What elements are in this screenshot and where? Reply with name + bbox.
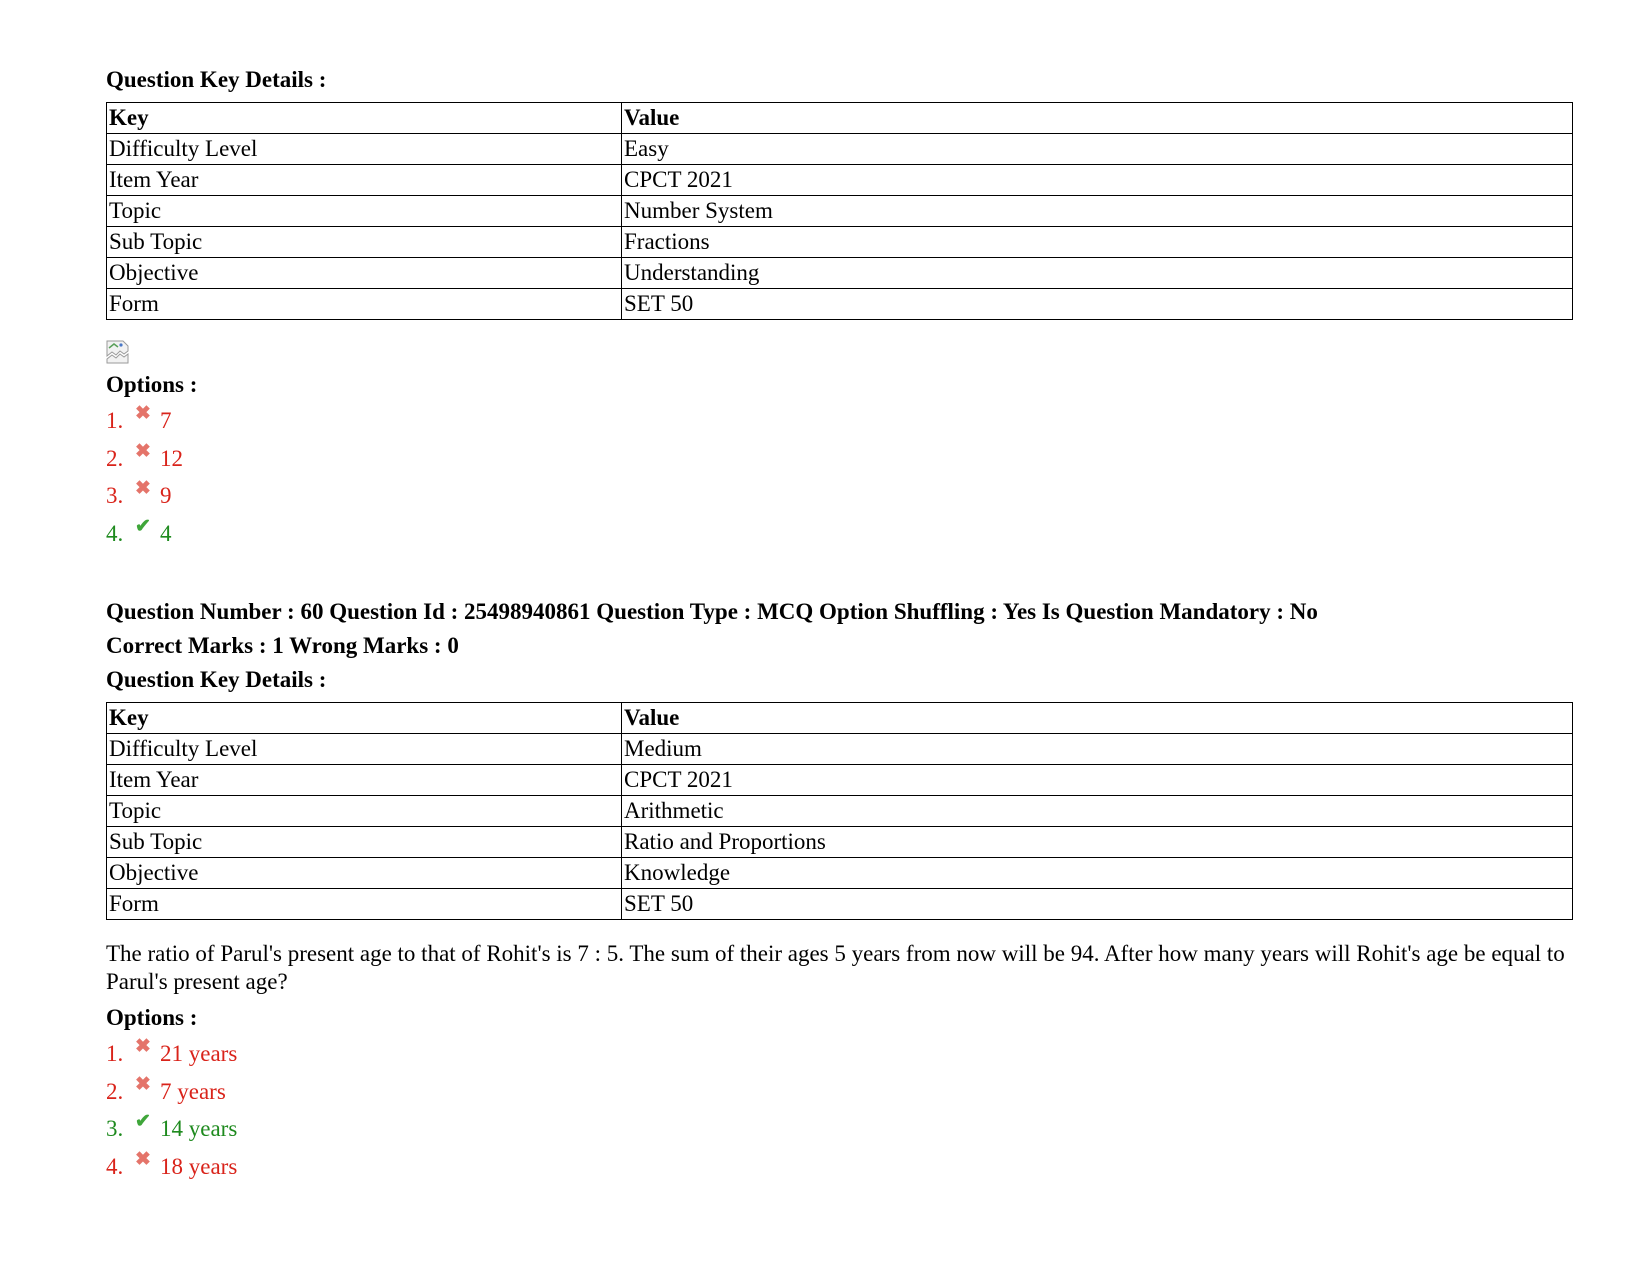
table-cell-key: Form [107,889,622,920]
table-cell-value: Medium [622,734,1573,765]
option-number: 4. [106,520,124,546]
table-row [107,165,1573,196]
section2-key-details-heading: Question Key Details : [106,667,327,692]
section1-key-details-table [106,102,1573,320]
option-number: 4. [106,1153,124,1179]
option-number: 3. [106,1116,124,1141]
marks-info: Correct Marks : 1 Wrong Marks : 0 [106,633,459,658]
section1-key-details-heading: Question Key Details : [106,67,327,92]
table-cell-value: Fractions [622,227,1573,258]
cross-icon: ✖ [135,478,151,499]
table-cell-key: Difficulty Level [107,134,622,165]
table-cell-value: Number System [622,196,1573,227]
table-cell-value: SET 50 [622,289,1573,320]
question-text: The ratio of Parul's present age to that of Rohit's is 7 : 5. The sum of their ages 5 years from now will be 94. After how many years will Rohit's age be equal to Parul's present age? [106,941,1565,994]
section2-options-list [106,1036,238,1189]
option-item [106,1111,238,1152]
option-text: 9 [160,483,172,508]
option-text: 4 [160,520,172,546]
table-row [107,765,1573,796]
broken-image-icon [106,340,132,364]
cross-icon: ✖ [135,440,151,462]
option-number: 1. [106,1041,124,1066]
table-cell-key: Form [107,289,622,320]
table-row [107,227,1573,258]
table-cell-key: Sub Topic [107,827,622,858]
cross-icon: ✖ [135,1148,151,1170]
option-number: 3. [106,483,124,508]
table-header-key: Key [107,103,622,134]
option-text: 12 [160,445,183,471]
table-cell-value: CPCT 2021 [622,765,1573,796]
table-header-value: Value [622,703,1573,734]
table-cell-value: Understanding [622,258,1573,289]
table-cell-value: Knowledge [622,858,1573,889]
table-row [107,196,1573,227]
section1-options-list [106,403,183,556]
table-header-row [107,103,1573,134]
table-cell-key: Objective [107,858,622,889]
table-cell-value: SET 50 [622,889,1573,920]
table-row [107,734,1573,765]
option-text: 14 years [160,1116,238,1141]
table-cell-key: Difficulty Level [107,734,622,765]
table-cell-value: Arithmetic [622,796,1573,827]
table-cell-key: Sub Topic [107,227,622,258]
option-item [106,515,183,557]
table-cell-key: Item Year [107,765,622,796]
check-icon: ✔ [135,1111,151,1132]
option-number: 2. [106,445,124,471]
option-text: 7 years [160,1078,226,1104]
option-item [106,1073,237,1115]
table-row [107,258,1573,289]
table-row [107,796,1573,827]
check-icon: ✔ [135,515,151,537]
option-text: 21 years [160,1041,238,1066]
option-item [106,440,183,482]
table-header-row [107,703,1573,734]
table-row [107,858,1573,889]
cross-icon: ✖ [135,1073,151,1095]
table-cell-key: Topic [107,196,622,227]
cross-icon: ✖ [135,403,151,424]
table-header-key: Key [107,703,622,734]
section2-options-heading: Options : [106,1005,198,1030]
table-row [107,889,1573,920]
section1-options-heading: Options : [106,372,198,397]
table-cell-key: Item Year [107,165,622,196]
table-row [107,827,1573,858]
table-cell-key: Objective [107,258,622,289]
option-number: 1. [106,408,124,433]
table-row [107,289,1573,320]
table-cell-key: Topic [107,796,622,827]
option-item [106,403,183,444]
cross-icon: ✖ [135,1036,151,1057]
table-header-value: Value [622,103,1573,134]
option-number: 2. [106,1078,124,1104]
option-item [106,478,183,519]
question-meta: Question Number : 60 Question Id : 25498940861 Question Type : MCQ Option Shuffling : Yes Is Question Mandatory : No [106,599,1318,624]
option-item [106,1036,238,1077]
option-text: 7 [160,408,172,433]
option-item [106,1148,238,1190]
table-cell-value: Easy [622,134,1573,165]
table-row [107,134,1573,165]
table-cell-value: CPCT 2021 [622,165,1573,196]
section2-key-details-table [106,702,1573,920]
option-text: 18 years [160,1153,238,1179]
table-cell-value: Ratio and Proportions [622,827,1573,858]
